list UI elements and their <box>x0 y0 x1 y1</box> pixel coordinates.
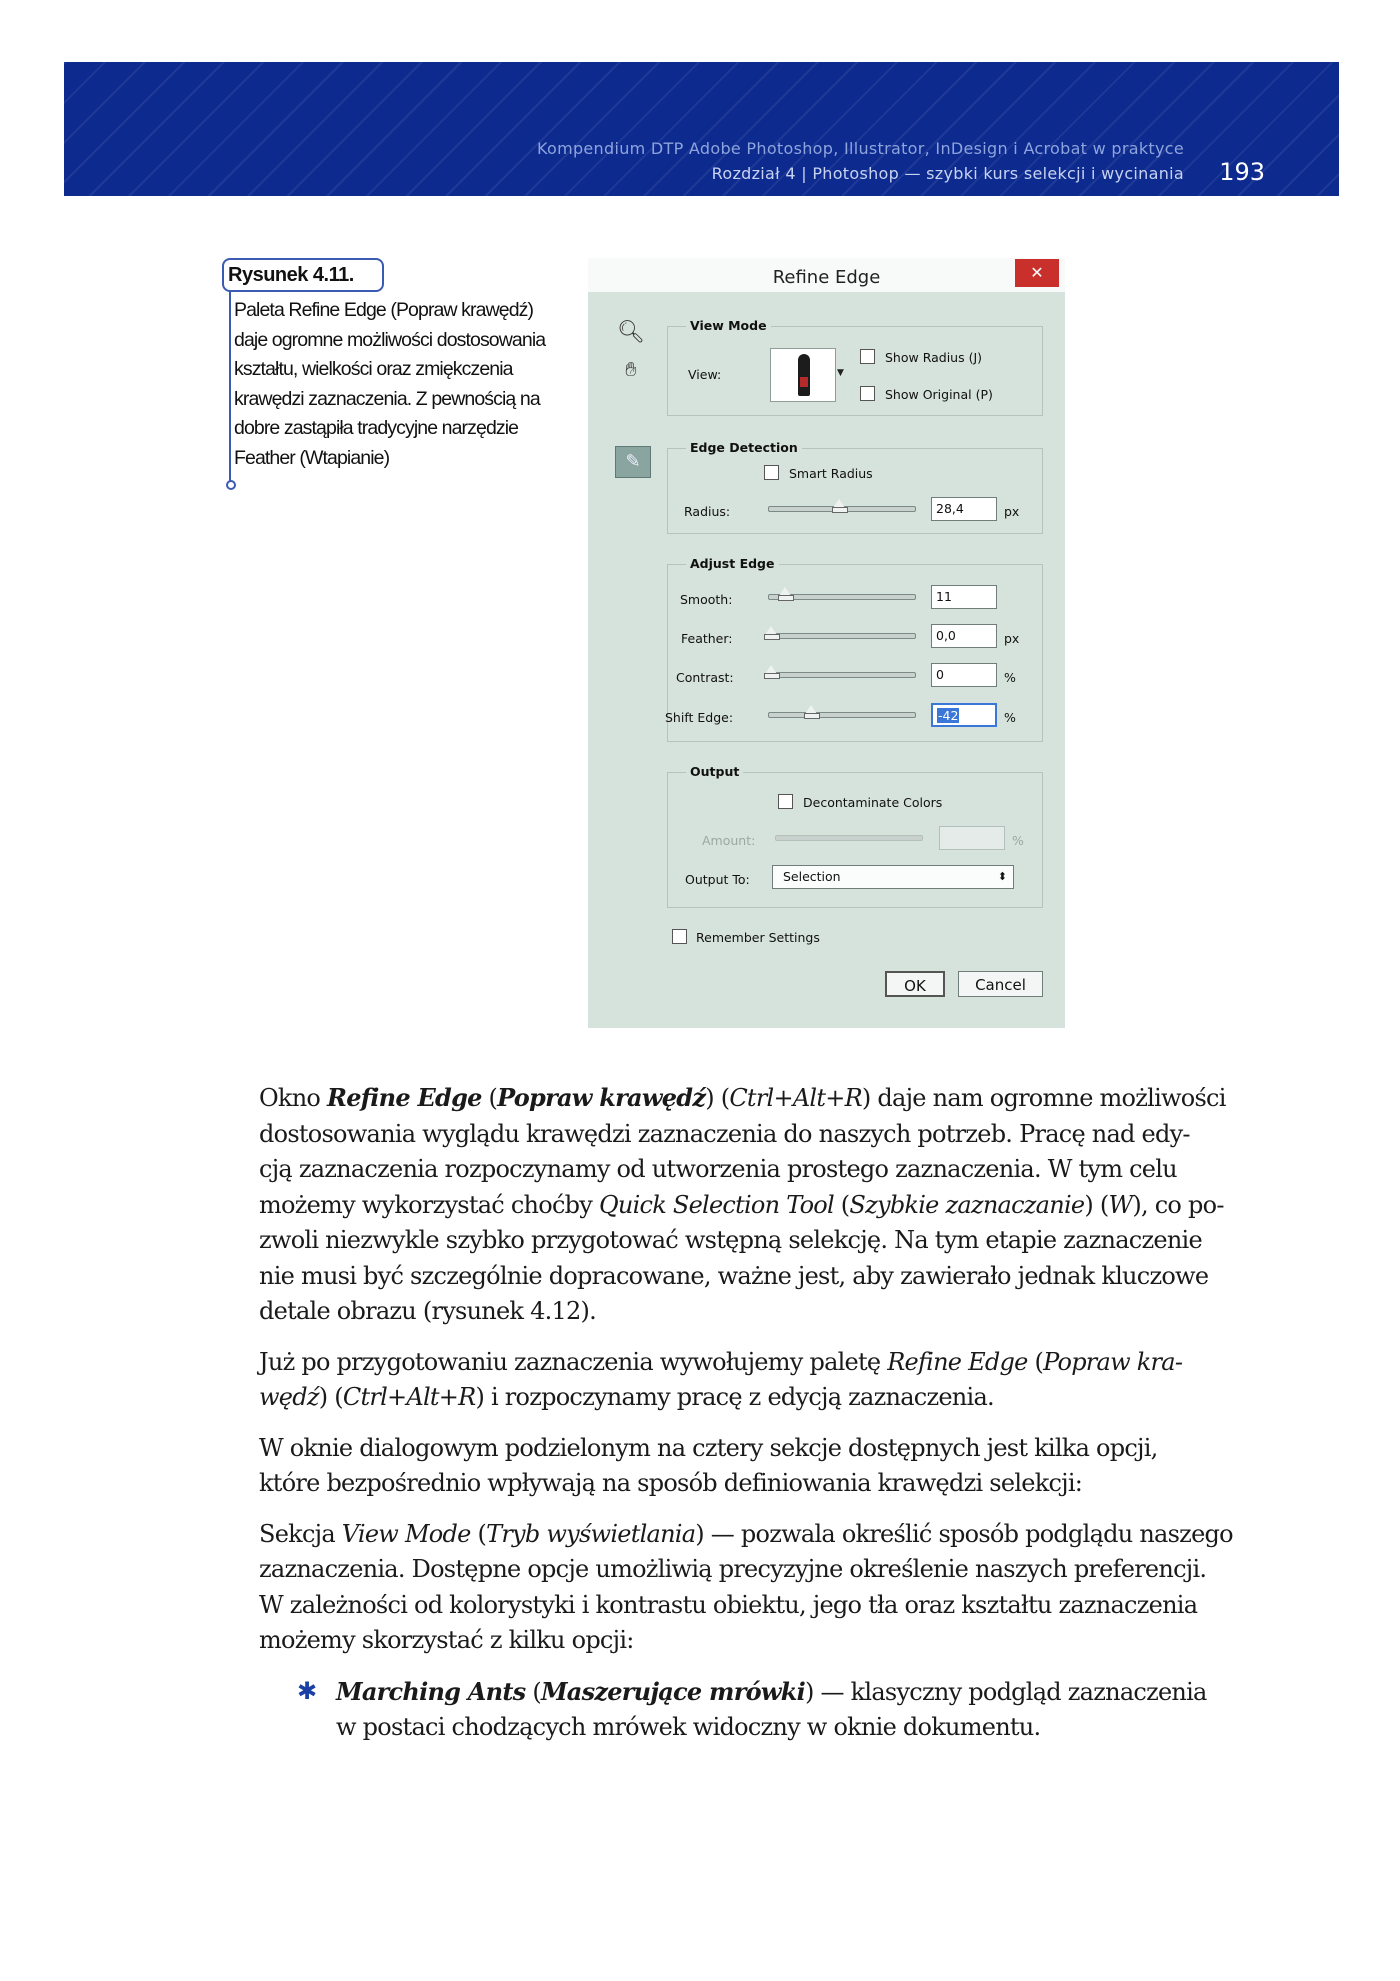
figure-caption-text <box>234 296 554 473</box>
contrast-slider[interactable] <box>768 672 916 678</box>
feather-slider[interactable] <box>768 633 916 639</box>
shift-edge-unit: % <box>1004 710 1016 725</box>
text-line: W zależności od kolorystyki i kontrastu obiektu, jego tła oraz kształtu zaznaczenia <box>259 1590 1198 1619</box>
text-run: Ctrl+Alt+R <box>342 1383 476 1411</box>
text-line: W oknie dialogowym podzielonym na cztery sekcje dostępnych jest kilka opcji, <box>259 1433 1158 1462</box>
text-run: Już po przygotowaniu zaznaczenia wywołujemy paletę <box>259 1347 888 1376</box>
text-run: Refine Edge <box>887 1347 1028 1376</box>
view-mode-group <box>667 318 1043 416</box>
feather-label: Feather: <box>681 631 733 646</box>
remember-settings-checkbox[interactable] <box>672 929 687 944</box>
text-run: Szybkie zaznaczanie <box>849 1190 1085 1219</box>
text-line: zwoli niezwykle szybko przygotować wstępną selekcję. Na tym etapie zaznaczenie <box>259 1226 1202 1254</box>
paragraph-2 <box>259 1345 1239 1416</box>
paragraph-3 <box>259 1431 1239 1502</box>
close-icon[interactable]: ✕ <box>1015 259 1059 287</box>
show-original-checkbox[interactable] <box>860 386 875 401</box>
caption-line: Paleta Refine Edge (Popraw krawędź) <box>234 299 534 321</box>
text-run: Maszerujące mrówki <box>540 1676 805 1706</box>
caption-line: dobre zastąpiła tradycyjne narzędzie <box>234 417 519 439</box>
ok-button[interactable]: OK <box>885 971 945 997</box>
output-to-label: Output To: <box>685 872 750 887</box>
radius-label: Radius: <box>684 504 731 519</box>
amount-label: Amount: <box>702 833 756 848</box>
remember-settings-label: Remember Settings <box>696 930 820 945</box>
page-number: 193 <box>1219 158 1265 186</box>
view-label: View: <box>688 367 722 382</box>
text-run: Quick Selection Tool <box>598 1190 834 1219</box>
asterisk-bullet-icon: ✱ <box>297 1676 317 1705</box>
output-to-value: Selection <box>783 869 841 884</box>
text-run: Refine Edge <box>327 1083 482 1112</box>
show-radius-label: Show Radius (J) <box>885 350 983 365</box>
show-original-label: Show Original (P) <box>885 387 993 402</box>
text-run: ) ( <box>318 1383 343 1411</box>
paragraph-1 <box>259 1080 1239 1330</box>
view-mode-thumbnail[interactable] <box>770 348 836 402</box>
smart-radius-checkbox[interactable] <box>764 465 779 480</box>
text-line: zaznaczenia. Dostępne opcje umożliwią precyzyjne określenie naszych preferencji. <box>259 1555 1207 1583</box>
figure-accent <box>800 377 808 387</box>
text-run: ( <box>470 1519 487 1548</box>
text-run: Ctrl+Alt+R <box>729 1084 862 1112</box>
shift-edge-slider[interactable] <box>768 712 916 718</box>
text-run: Marching Ants <box>336 1676 526 1706</box>
contrast-unit: % <box>1004 670 1016 685</box>
edge-detection-label: Edge Detection <box>686 440 802 455</box>
text-run: ( <box>481 1084 498 1112</box>
bullet-item <box>259 1674 1239 1746</box>
text-run: ) — pozwala określić sposób podglądu naszego <box>695 1519 1233 1548</box>
caption-line: kształtu, wielkości oraz zmiękczenia <box>234 358 513 380</box>
text-run: możemy wykorzystać choćby <box>259 1190 599 1219</box>
amount-slider[interactable] <box>775 835 923 841</box>
smooth-field[interactable]: 11 <box>931 585 997 609</box>
dialog-title: Refine Edge <box>772 267 881 288</box>
radius-field[interactable]: 28,4 <box>931 497 997 521</box>
select-arrows-icon: ⬍ <box>997 870 1007 883</box>
page-header-band <box>64 62 1339 196</box>
radius-unit: px <box>1004 504 1020 519</box>
contrast-field[interactable]: 0 <box>931 663 997 687</box>
text-run: ( <box>1027 1347 1044 1376</box>
zoom-icon[interactable]: 🔍︎ <box>617 320 645 345</box>
refine-radius-brush-icon[interactable]: ✎ <box>615 446 651 478</box>
book-title: Kompendium DTP Adobe Photoshop, Illustrator, InDesign i Acrobat w praktyce <box>536 139 1184 158</box>
text-run: wędź <box>259 1383 319 1411</box>
amount-unit: % <box>1012 833 1024 848</box>
caption-line: krawędzi zaznaczenia. Z pewnością na <box>234 387 540 410</box>
smart-radius-label: Smart Radius <box>789 466 873 481</box>
radius-slider[interactable] <box>768 506 916 512</box>
text-run: Okno <box>259 1084 328 1112</box>
edge-detection-group <box>667 440 1043 534</box>
chapter-title: Rozdział 4 | Photoshop — szybki kurs selekcji i wycinania <box>711 164 1184 183</box>
caption-rule <box>229 292 231 482</box>
text-line: nie musi być szczególnie dopracowane, ważne jest, aby zawierało jednak kluczowe <box>259 1261 1209 1290</box>
feather-field[interactable]: 0,0 <box>931 624 997 648</box>
text-run: View Mode <box>341 1519 471 1548</box>
radius-slider-knob[interactable] <box>833 499 845 508</box>
shift-edge-value: -42 <box>938 708 959 723</box>
smooth-slider[interactable] <box>768 594 916 600</box>
contrast-label: Contrast: <box>676 670 734 685</box>
shift-edge-label: Shift Edge: <box>665 710 734 725</box>
contrast-slider-knob[interactable] <box>765 665 777 674</box>
text-line: które bezpośrednio wpływają na sposób definiowania krawędzi selekcji: <box>259 1469 1083 1497</box>
text-line: możemy skorzystać z kilku opcji: <box>259 1626 634 1654</box>
chevron-down-icon[interactable]: ▼ <box>837 368 844 378</box>
text-run: ( <box>833 1190 850 1219</box>
paragraph-4 <box>259 1517 1239 1659</box>
caption-end-dot <box>226 480 236 490</box>
shift-edge-field[interactable] <box>931 703 997 727</box>
text-run: Tryb wyświetlania <box>486 1519 696 1548</box>
adjust-edge-label: Adjust Edge <box>686 556 779 571</box>
refine-edge-dialog <box>588 258 1065 1028</box>
figure-silhouette <box>798 354 810 396</box>
text-run: Popraw krawędź <box>497 1083 706 1112</box>
output-to-select[interactable] <box>772 865 1014 889</box>
show-radius-checkbox[interactable] <box>860 349 875 364</box>
text-run: ), co po- <box>1132 1190 1224 1219</box>
smooth-slider-knob[interactable] <box>779 587 791 596</box>
view-mode-label: View Mode <box>686 318 771 333</box>
body-text <box>259 1080 1239 1761</box>
figure-caption-title: Rysunek 4.11. <box>222 258 384 292</box>
text-line: dostosowania wyglądu krawędzi zaznaczenia do naszych potrzeb. Pracę nad edy- <box>259 1119 1190 1148</box>
caption-line: Feather (Wtapianie) <box>234 446 390 469</box>
text-line: cją zaznaczenia rozpoczynamy od utworzenia prostego zaznaczenia. W tym celu <box>259 1155 1177 1183</box>
text-run: ( <box>525 1677 541 1706</box>
caption-line: daje ogromne możliwości dostosowania <box>234 328 546 351</box>
text-run: Sekcja <box>259 1519 342 1548</box>
decontaminate-colors-label: Decontaminate Colors <box>803 795 943 810</box>
text-run: ) ( <box>705 1084 730 1112</box>
text-line: detale obrazu (rysunek 4.12). <box>259 1297 597 1325</box>
feather-slider-knob[interactable] <box>765 626 777 635</box>
text-run: ) i rozpoczynamy pracę z edycją zaznaczenia. <box>475 1383 994 1411</box>
smooth-label: Smooth: <box>680 592 733 607</box>
decontaminate-colors-checkbox[interactable] <box>778 794 793 809</box>
feather-unit: px <box>1004 631 1020 646</box>
text-run: W <box>1108 1190 1133 1219</box>
dialog-titlebar <box>588 258 1065 292</box>
amount-field[interactable] <box>939 826 1005 850</box>
text-run: ) daje nam ogromne możliwości <box>861 1084 1226 1112</box>
text-run: ) ( <box>1084 1190 1109 1219</box>
text-run: Popraw kra- <box>1043 1347 1183 1376</box>
output-label: Output <box>686 764 743 779</box>
text-run: ) — klasyczny podgląd zaznaczenia <box>805 1677 1207 1706</box>
text-line: w postaci chodzących mrówek widoczny w oknie dokumentu. <box>336 1713 1041 1741</box>
shift-edge-slider-knob[interactable] <box>805 705 817 714</box>
cancel-button[interactable]: Cancel <box>958 971 1043 997</box>
hand-icon[interactable]: ✋︎ <box>625 357 637 381</box>
